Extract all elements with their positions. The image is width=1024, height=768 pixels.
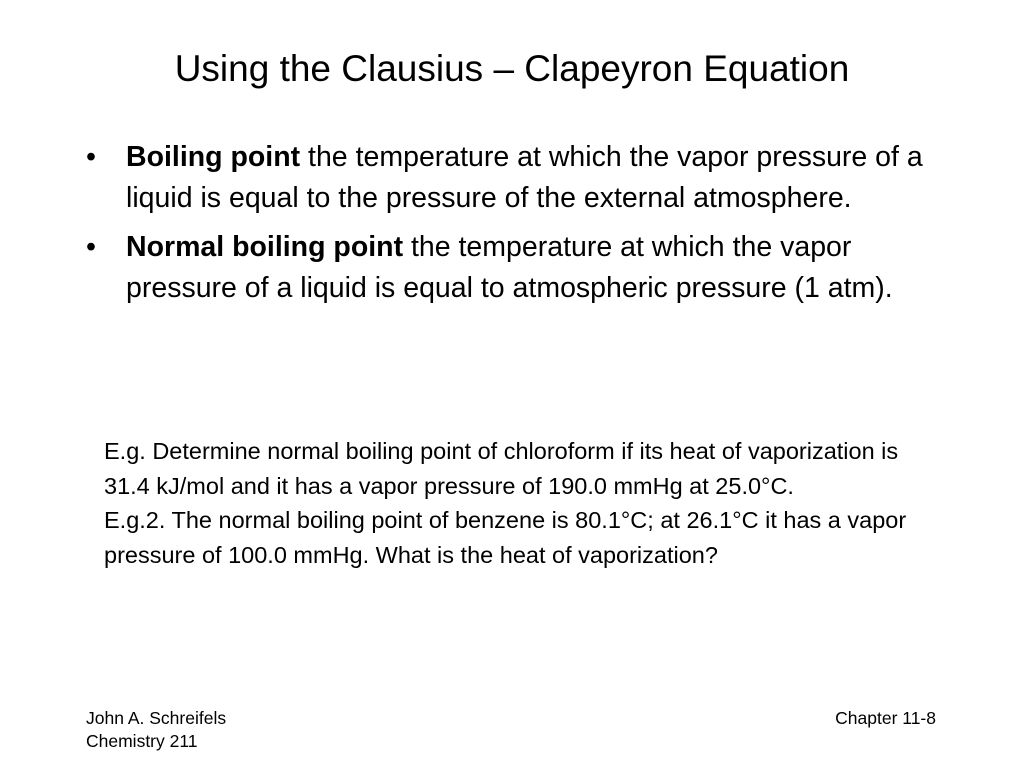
definition-boiling-point: the temperature at which the vapor pressure of a liquid is equal to the pressure of the external atmosphere. xyxy=(126,141,923,214)
bullet-marker: • xyxy=(86,231,96,263)
footer-course: Chemistry 211 xyxy=(86,731,198,751)
term-boiling-point: Boiling point xyxy=(126,141,301,173)
footer-right xyxy=(835,707,936,730)
definition-normal-boiling-point: the temperature at which the vapor pressure of a liquid is equal to atmospheric pressure (1 atm). xyxy=(126,231,893,304)
bullet-normal-boiling-point xyxy=(86,227,946,308)
bullet-boiling-point xyxy=(86,137,946,218)
term-normal-boiling-point: Normal boiling point xyxy=(126,231,404,263)
slide-title: Using the Clausius – Clapeyron Equation xyxy=(174,48,850,89)
example-chloroform: E.g. Determine normal boiling point of chloroform if its heat of vaporization is 31.4 kJ/mol and it has a vapor pressure of 190.0 mmHg at 25.0°C. xyxy=(104,438,899,499)
examples-block xyxy=(104,434,944,572)
footer-left xyxy=(86,707,226,753)
definition-list xyxy=(86,137,946,317)
footer-author: John A. Schreifels xyxy=(86,708,227,728)
footer-page-number: Chapter 11-8 xyxy=(835,708,936,728)
example-benzene: E.g.2. The normal boiling point of benzene is 80.1°C; at 26.1°C it has a vapor pressure of 100.0 mmHg. What is the heat of vaporization? xyxy=(104,507,907,568)
bullet-marker: • xyxy=(86,141,96,173)
